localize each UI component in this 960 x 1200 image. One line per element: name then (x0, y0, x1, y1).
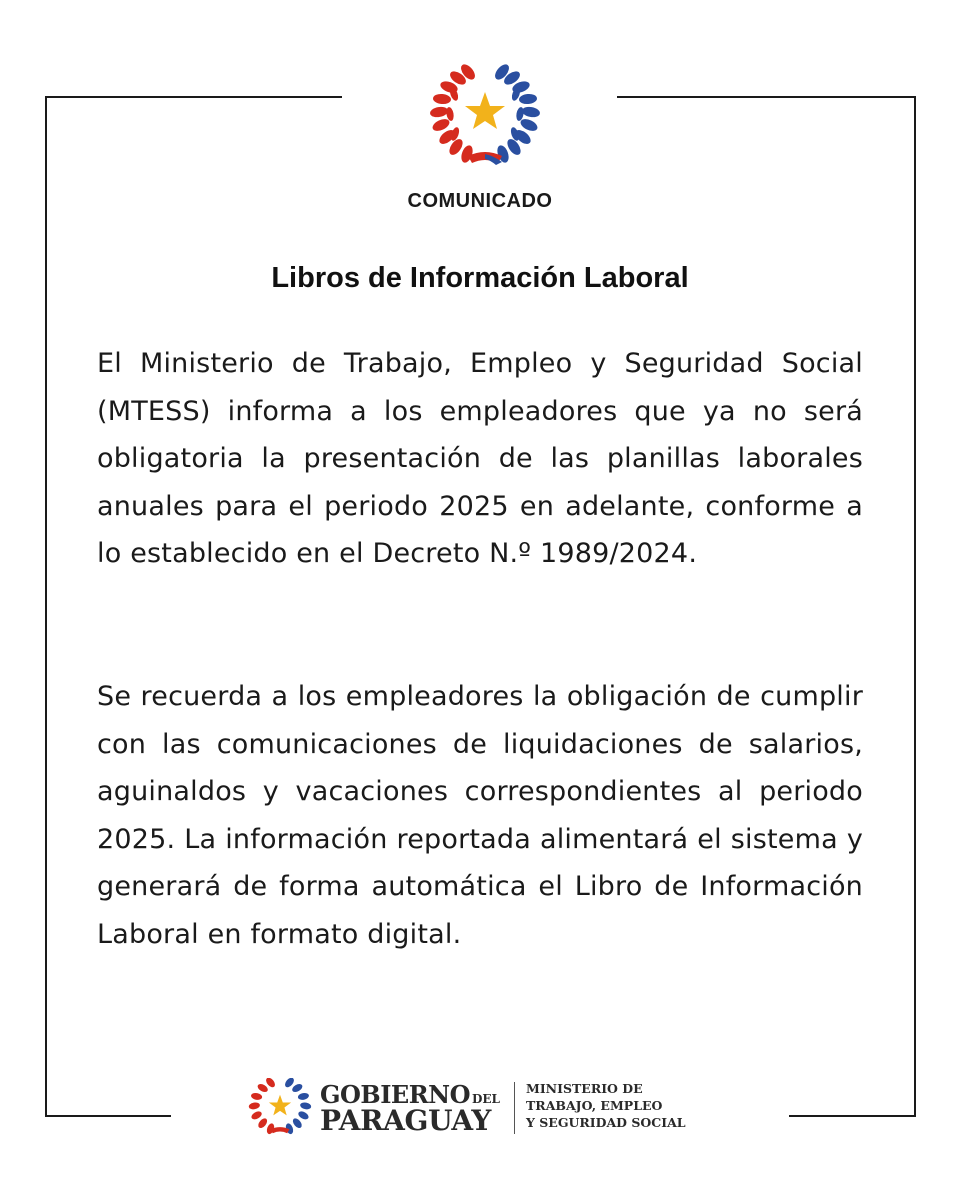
communique-label: COMUNICADO (407, 190, 553, 212)
frame-bottom-right-line (789, 1115, 916, 1117)
ministry-line-3: Y SEGURIDAD SOCIAL (526, 1115, 686, 1130)
page-title: Libros de Información Laboral (271, 262, 689, 294)
body-paragraph-2: Se recuerda a los empleadores la obligación de cumplir con las comunicaciones de liquidaciones de salarios, aguinaldos y vacaciones correspondientes al periodo 2025. La información reportada alimentará el sistema y generará de forma automática el Libro de Información Laboral en formato digital. (97, 681, 863, 950)
footer-logo (248, 1072, 718, 1142)
blue-laurel-branch (492, 64, 540, 164)
frame-right-line (914, 96, 916, 1117)
ministry-line-1: MINISTERIO DE (526, 1081, 643, 1096)
frame-bottom-left-line (45, 1115, 171, 1117)
star-icon (465, 92, 505, 129)
frame-left-line (45, 96, 47, 1117)
body-paragraph-1: El Ministerio de Trabajo, Empleo y Seguridad Social (MTESS) informa a los empleadores que ya no será obligatoria la presentación de las planillas laborales anuales para el periodo 2025 en adelante, conforme a lo establecido en el Decreto N.º 1989/2024. (97, 348, 863, 570)
footer-divider (514, 1082, 515, 1134)
gov-del: DEL (472, 1092, 500, 1106)
gov-word: GOBIERNO (320, 1080, 470, 1109)
frame-top-left-line (45, 96, 342, 98)
ministry-name (526, 1080, 686, 1131)
ministry-line-2: TRABAJO, EMPLEO (526, 1098, 663, 1113)
red-laurel-branch (429, 64, 477, 164)
frame-top-right-line (617, 96, 916, 98)
government-emblem-icon (248, 1078, 312, 1136)
country-wordmark: PARAGUAY (320, 1104, 492, 1137)
national-emblem-icon (428, 64, 542, 168)
